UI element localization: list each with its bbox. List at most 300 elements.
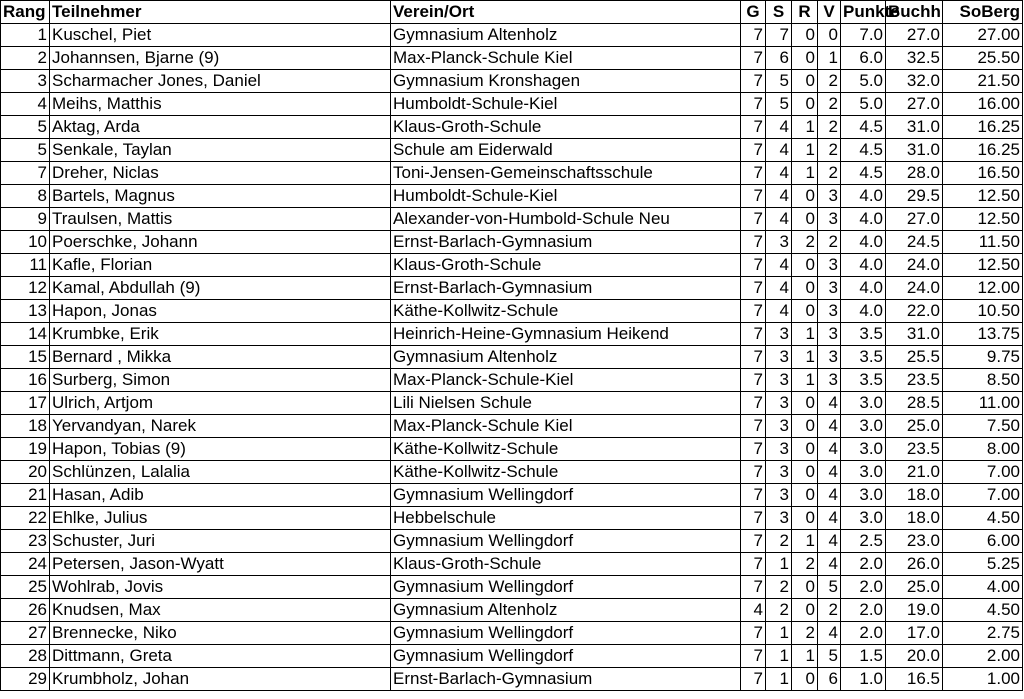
- games-cell: 7: [741, 231, 766, 254]
- club-cell: Klaus-Groth-Schule: [391, 553, 741, 576]
- buchholz-cell: 27.0: [886, 24, 943, 47]
- sonneborn-berger-cell: 16.50: [943, 162, 1023, 185]
- table-row: [1, 208, 1023, 231]
- table-row: [1, 645, 1023, 668]
- buchholz-cell: 26.0: [886, 553, 943, 576]
- draws-cell: 0: [792, 47, 818, 70]
- sonneborn-berger-cell: 7.00: [943, 484, 1023, 507]
- table-row: [1, 70, 1023, 93]
- club-cell: Käthe-Kollwitz-Schule: [391, 461, 741, 484]
- points-cell: 2.0: [841, 576, 886, 599]
- points-cell: 4.0: [841, 300, 886, 323]
- club-cell: Gymnasium Altenholz: [391, 346, 741, 369]
- draws-cell: 1: [792, 323, 818, 346]
- games-cell: 7: [741, 139, 766, 162]
- buchholz-cell: 18.0: [886, 484, 943, 507]
- wins-cell: 2: [766, 599, 792, 622]
- rank-cell: 24: [1, 553, 50, 576]
- rank-cell: 13: [1, 300, 50, 323]
- rank-cell: 18: [1, 415, 50, 438]
- participant-cell: Traulsen, Mattis: [50, 208, 391, 231]
- points-cell: 7.0: [841, 24, 886, 47]
- losses-cell: 3: [818, 300, 841, 323]
- wins-cell: 3: [766, 461, 792, 484]
- losses-cell: 6: [818, 668, 841, 691]
- points-cell: 3.0: [841, 461, 886, 484]
- games-cell: 7: [741, 323, 766, 346]
- games-cell: 4: [741, 599, 766, 622]
- table-row: [1, 484, 1023, 507]
- table-row: [1, 576, 1023, 599]
- games-cell: 7: [741, 346, 766, 369]
- points-cell: 3.0: [841, 415, 886, 438]
- table-row: [1, 668, 1023, 691]
- club-cell: Schule am Eiderwald: [391, 139, 741, 162]
- points-cell: 6.0: [841, 47, 886, 70]
- sonneborn-berger-cell: 8.50: [943, 369, 1023, 392]
- sonneborn-berger-cell: 11.50: [943, 231, 1023, 254]
- rank-cell: 21: [1, 484, 50, 507]
- losses-cell: 0: [818, 24, 841, 47]
- losses-cell: 4: [818, 622, 841, 645]
- wins-cell: 4: [766, 208, 792, 231]
- wins-cell: 3: [766, 346, 792, 369]
- header-v: V: [818, 1, 841, 24]
- wins-cell: 1: [766, 622, 792, 645]
- table-row: [1, 369, 1023, 392]
- points-cell: 4.0: [841, 208, 886, 231]
- club-cell: Humboldt-Schule-Kiel: [391, 185, 741, 208]
- table-row: [1, 622, 1023, 645]
- buchholz-cell: 28.5: [886, 392, 943, 415]
- points-cell: 2.0: [841, 622, 886, 645]
- header-row: [1, 1, 1023, 24]
- buchholz-cell: 24.0: [886, 254, 943, 277]
- club-cell: Max-Planck-Schule-Kiel: [391, 369, 741, 392]
- losses-cell: 2: [818, 162, 841, 185]
- header-teilnehmer: Teilnehmer: [50, 1, 391, 24]
- wins-cell: 5: [766, 70, 792, 93]
- games-cell: 7: [741, 484, 766, 507]
- participant-cell: Brennecke, Niko: [50, 622, 391, 645]
- table-row: [1, 553, 1023, 576]
- draws-cell: 0: [792, 277, 818, 300]
- games-cell: 7: [741, 553, 766, 576]
- games-cell: 7: [741, 622, 766, 645]
- participant-cell: Hapon, Jonas: [50, 300, 391, 323]
- rank-cell: 25: [1, 576, 50, 599]
- draws-cell: 0: [792, 438, 818, 461]
- rank-cell: 15: [1, 346, 50, 369]
- draws-cell: 2: [792, 231, 818, 254]
- draws-cell: 1: [792, 530, 818, 553]
- buchholz-cell: 16.5: [886, 668, 943, 691]
- rank-cell: 10: [1, 231, 50, 254]
- club-cell: Klaus-Groth-Schule: [391, 254, 741, 277]
- sonneborn-berger-cell: 4.50: [943, 507, 1023, 530]
- wins-cell: 3: [766, 415, 792, 438]
- points-cell: 3.5: [841, 323, 886, 346]
- club-cell: Alexander-von-Humbold-Schule Neu: [391, 208, 741, 231]
- table-row: [1, 24, 1023, 47]
- losses-cell: 2: [818, 93, 841, 116]
- losses-cell: 3: [818, 254, 841, 277]
- points-cell: 3.5: [841, 346, 886, 369]
- games-cell: 7: [741, 93, 766, 116]
- losses-cell: 2: [818, 599, 841, 622]
- wins-cell: 5: [766, 93, 792, 116]
- points-cell: 4.0: [841, 231, 886, 254]
- games-cell: 7: [741, 415, 766, 438]
- rank-cell: 26: [1, 599, 50, 622]
- participant-cell: Surberg, Simon: [50, 369, 391, 392]
- games-cell: 7: [741, 576, 766, 599]
- club-cell: Max-Planck-Schule Kiel: [391, 415, 741, 438]
- buchholz-cell: 31.0: [886, 116, 943, 139]
- points-cell: 4.0: [841, 254, 886, 277]
- games-cell: 7: [741, 70, 766, 93]
- club-cell: Toni-Jensen-Gemeinschaftsschule: [391, 162, 741, 185]
- games-cell: 7: [741, 392, 766, 415]
- table-row: [1, 415, 1023, 438]
- losses-cell: 2: [818, 139, 841, 162]
- games-cell: 7: [741, 300, 766, 323]
- rank-cell: 29: [1, 668, 50, 691]
- rank-cell: 28: [1, 645, 50, 668]
- points-cell: 1.5: [841, 645, 886, 668]
- rank-cell: 4: [1, 93, 50, 116]
- wins-cell: 2: [766, 576, 792, 599]
- points-cell: 3.0: [841, 392, 886, 415]
- sonneborn-berger-cell: 1.00: [943, 668, 1023, 691]
- draws-cell: 0: [792, 484, 818, 507]
- club-cell: Käthe-Kollwitz-Schule: [391, 300, 741, 323]
- table-row: [1, 231, 1023, 254]
- rank-cell: 23: [1, 530, 50, 553]
- losses-cell: 1: [818, 47, 841, 70]
- participant-cell: Kuschel, Piet: [50, 24, 391, 47]
- losses-cell: 4: [818, 553, 841, 576]
- points-cell: 4.5: [841, 162, 886, 185]
- losses-cell: 4: [818, 438, 841, 461]
- draws-cell: 1: [792, 116, 818, 139]
- sonneborn-berger-cell: 7.50: [943, 415, 1023, 438]
- sonneborn-berger-cell: 16.00: [943, 93, 1023, 116]
- games-cell: 7: [741, 162, 766, 185]
- draws-cell: 0: [792, 208, 818, 231]
- sonneborn-berger-cell: 12.50: [943, 208, 1023, 231]
- wins-cell: 4: [766, 300, 792, 323]
- games-cell: 7: [741, 369, 766, 392]
- header-s: S: [766, 1, 792, 24]
- wins-cell: 4: [766, 116, 792, 139]
- table-row: [1, 47, 1023, 70]
- games-cell: 7: [741, 507, 766, 530]
- draws-cell: 0: [792, 668, 818, 691]
- buchholz-cell: 20.0: [886, 645, 943, 668]
- points-cell: 3.0: [841, 438, 886, 461]
- table-row: [1, 254, 1023, 277]
- wins-cell: 4: [766, 277, 792, 300]
- wins-cell: 1: [766, 668, 792, 691]
- buchholz-cell: 24.0: [886, 277, 943, 300]
- losses-cell: 4: [818, 484, 841, 507]
- sonneborn-berger-cell: 4.50: [943, 599, 1023, 622]
- rank-cell: 5: [1, 139, 50, 162]
- rank-cell: 22: [1, 507, 50, 530]
- wins-cell: 3: [766, 392, 792, 415]
- games-cell: 7: [741, 438, 766, 461]
- wins-cell: 3: [766, 507, 792, 530]
- participant-cell: Bartels, Magnus: [50, 185, 391, 208]
- club-cell: Ernst-Barlach-Gymnasium: [391, 668, 741, 691]
- draws-cell: 1: [792, 346, 818, 369]
- buchholz-cell: 27.0: [886, 208, 943, 231]
- club-cell: Ernst-Barlach-Gymnasium: [391, 231, 741, 254]
- wins-cell: 1: [766, 553, 792, 576]
- table-row: [1, 461, 1023, 484]
- header-buchholz: Buchh: [886, 1, 943, 24]
- table-row: [1, 346, 1023, 369]
- header-punkte: Punkte: [841, 1, 886, 24]
- sonneborn-berger-cell: 2.00: [943, 645, 1023, 668]
- sonneborn-berger-cell: 25.50: [943, 47, 1023, 70]
- participant-cell: Krumbke, Erik: [50, 323, 391, 346]
- table-row: [1, 300, 1023, 323]
- club-cell: Gymnasium Kronshagen: [391, 70, 741, 93]
- buchholz-cell: 29.5: [886, 185, 943, 208]
- buchholz-cell: 21.0: [886, 461, 943, 484]
- buchholz-cell: 18.0: [886, 507, 943, 530]
- points-cell: 4.5: [841, 139, 886, 162]
- participant-cell: Dittmann, Greta: [50, 645, 391, 668]
- games-cell: 7: [741, 461, 766, 484]
- wins-cell: 4: [766, 185, 792, 208]
- club-cell: Ernst-Barlach-Gymnasium: [391, 277, 741, 300]
- wins-cell: 2: [766, 530, 792, 553]
- club-cell: Gymnasium Wellingdorf: [391, 530, 741, 553]
- table-row: [1, 438, 1023, 461]
- table-row: [1, 139, 1023, 162]
- losses-cell: 5: [818, 576, 841, 599]
- buchholz-cell: 24.5: [886, 231, 943, 254]
- rank-cell: 9: [1, 208, 50, 231]
- buchholz-cell: 23.5: [886, 369, 943, 392]
- sonneborn-berger-cell: 5.25: [943, 553, 1023, 576]
- points-cell: 2.0: [841, 599, 886, 622]
- draws-cell: 0: [792, 254, 818, 277]
- buchholz-cell: 22.0: [886, 300, 943, 323]
- participant-cell: Krumbholz, Johan: [50, 668, 391, 691]
- wins-cell: 1: [766, 645, 792, 668]
- points-cell: 4.0: [841, 185, 886, 208]
- sonneborn-berger-cell: 16.25: [943, 139, 1023, 162]
- draws-cell: 1: [792, 139, 818, 162]
- participant-cell: Meihs, Matthis: [50, 93, 391, 116]
- sonneborn-berger-cell: 12.00: [943, 277, 1023, 300]
- points-cell: 3.5: [841, 369, 886, 392]
- participant-cell: Scharmacher Jones, Daniel: [50, 70, 391, 93]
- losses-cell: 4: [818, 461, 841, 484]
- sonneborn-berger-cell: 13.75: [943, 323, 1023, 346]
- draws-cell: 0: [792, 300, 818, 323]
- draws-cell: 1: [792, 369, 818, 392]
- club-cell: Humboldt-Schule-Kiel: [391, 93, 741, 116]
- wins-cell: 3: [766, 231, 792, 254]
- games-cell: 7: [741, 645, 766, 668]
- sonneborn-berger-cell: 4.00: [943, 576, 1023, 599]
- sonneborn-berger-cell: 21.50: [943, 70, 1023, 93]
- sonneborn-berger-cell: 6.00: [943, 530, 1023, 553]
- header-sonneborn-berger: SoBerg: [943, 1, 1023, 24]
- participant-cell: Hasan, Adib: [50, 484, 391, 507]
- games-cell: 7: [741, 254, 766, 277]
- participant-cell: Wohlrab, Jovis: [50, 576, 391, 599]
- wins-cell: 3: [766, 438, 792, 461]
- losses-cell: 2: [818, 116, 841, 139]
- club-cell: Lili Nielsen Schule: [391, 392, 741, 415]
- header-verein: Verein/Ort: [391, 1, 741, 24]
- points-cell: 5.0: [841, 70, 886, 93]
- participant-cell: Schuster, Juri: [50, 530, 391, 553]
- buchholz-cell: 31.0: [886, 139, 943, 162]
- table-row: [1, 599, 1023, 622]
- rank-cell: 12: [1, 277, 50, 300]
- participant-cell: Johannsen, Bjarne (9): [50, 47, 391, 70]
- participant-cell: Kamal, Abdullah (9): [50, 277, 391, 300]
- rank-cell: 5: [1, 116, 50, 139]
- participant-cell: Bernard , Mikka: [50, 346, 391, 369]
- losses-cell: 4: [818, 507, 841, 530]
- games-cell: 7: [741, 208, 766, 231]
- table-row: [1, 93, 1023, 116]
- table-row: [1, 323, 1023, 346]
- rank-cell: 16: [1, 369, 50, 392]
- points-cell: 3.0: [841, 507, 886, 530]
- losses-cell: 3: [818, 323, 841, 346]
- sonneborn-berger-cell: 8.00: [943, 438, 1023, 461]
- wins-cell: 3: [766, 484, 792, 507]
- wins-cell: 6: [766, 47, 792, 70]
- rank-cell: 20: [1, 461, 50, 484]
- club-cell: Klaus-Groth-Schule: [391, 116, 741, 139]
- buchholz-cell: 25.5: [886, 346, 943, 369]
- rank-cell: 2: [1, 47, 50, 70]
- rank-cell: 19: [1, 438, 50, 461]
- points-cell: 2.0: [841, 553, 886, 576]
- participant-cell: Kafle, Florian: [50, 254, 391, 277]
- table-row: [1, 185, 1023, 208]
- participant-cell: Ulrich, Artjom: [50, 392, 391, 415]
- club-cell: Gymnasium Wellingdorf: [391, 484, 741, 507]
- points-cell: 4.0: [841, 277, 886, 300]
- draws-cell: 0: [792, 185, 818, 208]
- draws-cell: 0: [792, 599, 818, 622]
- participant-cell: Knudsen, Max: [50, 599, 391, 622]
- table-row: [1, 116, 1023, 139]
- participant-cell: Senkale, Taylan: [50, 139, 391, 162]
- points-cell: 2.5: [841, 530, 886, 553]
- rank-cell: 14: [1, 323, 50, 346]
- sonneborn-berger-cell: 11.00: [943, 392, 1023, 415]
- header-rang: Rang: [1, 1, 50, 24]
- losses-cell: 3: [818, 277, 841, 300]
- points-cell: 1.0: [841, 668, 886, 691]
- buchholz-cell: 28.0: [886, 162, 943, 185]
- wins-cell: 4: [766, 254, 792, 277]
- rank-cell: 1: [1, 24, 50, 47]
- losses-cell: 3: [818, 369, 841, 392]
- sonneborn-berger-cell: 10.50: [943, 300, 1023, 323]
- table-row: [1, 530, 1023, 553]
- buchholz-cell: 19.0: [886, 599, 943, 622]
- losses-cell: 4: [818, 415, 841, 438]
- points-cell: 3.0: [841, 484, 886, 507]
- club-cell: Gymnasium Altenholz: [391, 24, 741, 47]
- participant-cell: Petersen, Jason-Wyatt: [50, 553, 391, 576]
- losses-cell: 2: [818, 231, 841, 254]
- buchholz-cell: 23.0: [886, 530, 943, 553]
- rank-cell: 7: [1, 162, 50, 185]
- sonneborn-berger-cell: 16.25: [943, 116, 1023, 139]
- draws-cell: 0: [792, 93, 818, 116]
- losses-cell: 4: [818, 392, 841, 415]
- participant-cell: Ehlke, Julius: [50, 507, 391, 530]
- draws-cell: 0: [792, 70, 818, 93]
- points-cell: 5.0: [841, 93, 886, 116]
- losses-cell: 3: [818, 346, 841, 369]
- buchholz-cell: 25.0: [886, 415, 943, 438]
- club-cell: Heinrich-Heine-Gymnasium Heikend: [391, 323, 741, 346]
- buchholz-cell: 31.0: [886, 323, 943, 346]
- table-row: [1, 277, 1023, 300]
- draws-cell: 2: [792, 553, 818, 576]
- wins-cell: 7: [766, 24, 792, 47]
- draws-cell: 1: [792, 162, 818, 185]
- draws-cell: 2: [792, 622, 818, 645]
- header-r: R: [792, 1, 818, 24]
- games-cell: 7: [741, 24, 766, 47]
- draws-cell: 0: [792, 461, 818, 484]
- club-cell: Hebbelschule: [391, 507, 741, 530]
- losses-cell: 3: [818, 208, 841, 231]
- rank-cell: 27: [1, 622, 50, 645]
- buchholz-cell: 32.0: [886, 70, 943, 93]
- participant-cell: Dreher, Niclas: [50, 162, 391, 185]
- draws-cell: 1: [792, 645, 818, 668]
- games-cell: 7: [741, 668, 766, 691]
- club-cell: Käthe-Kollwitz-Schule: [391, 438, 741, 461]
- losses-cell: 3: [818, 185, 841, 208]
- rank-cell: 3: [1, 70, 50, 93]
- losses-cell: 5: [818, 645, 841, 668]
- wins-cell: 3: [766, 369, 792, 392]
- losses-cell: 2: [818, 70, 841, 93]
- buchholz-cell: 27.0: [886, 93, 943, 116]
- table-row: [1, 162, 1023, 185]
- wins-cell: 3: [766, 323, 792, 346]
- games-cell: 7: [741, 185, 766, 208]
- games-cell: 7: [741, 116, 766, 139]
- points-cell: 4.5: [841, 116, 886, 139]
- sonneborn-berger-cell: 12.50: [943, 254, 1023, 277]
- sonneborn-berger-cell: 9.75: [943, 346, 1023, 369]
- sonneborn-berger-cell: 2.75: [943, 622, 1023, 645]
- draws-cell: 0: [792, 392, 818, 415]
- games-cell: 7: [741, 530, 766, 553]
- table-row: [1, 507, 1023, 530]
- games-cell: 7: [741, 277, 766, 300]
